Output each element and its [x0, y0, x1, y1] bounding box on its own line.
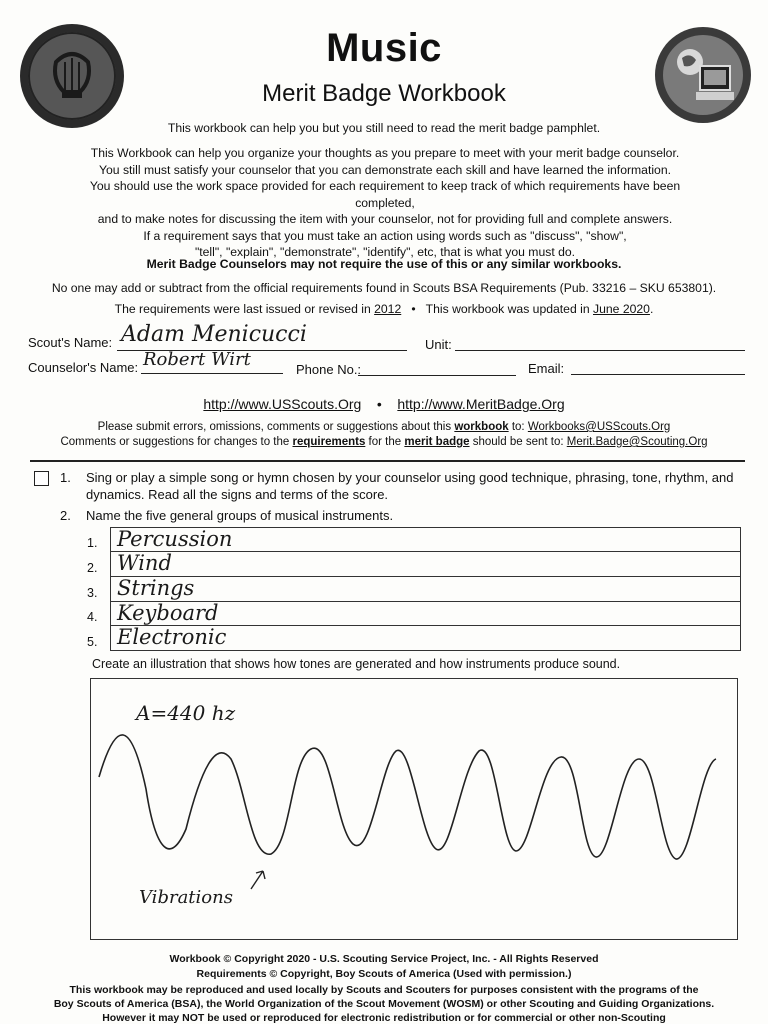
answer-5-value: Electronic: [117, 625, 227, 649]
phone-label: Phone No.:: [296, 362, 362, 377]
requirement-1-number: 1.: [60, 470, 71, 485]
counselor-name-value: Robert Wirt: [143, 349, 251, 370]
revision-line: [0, 302, 768, 316]
merit-badge-email-link[interactable]: Merit.Badge@Scouting.Org: [566, 436, 708, 448]
answer-3-number: 3.: [87, 586, 98, 600]
footer-requirements-copyright: Requirements © Copyright, Boy Scouts of America (Used with permission.): [196, 968, 572, 980]
answer-1-number: 1.: [87, 536, 98, 550]
submit-line-2: [0, 436, 768, 448]
page-subtitle: Merit Badge Workbook: [262, 80, 506, 107]
official-requirements-note: No one may add or subtract from the official requirements found in Scouts BSA Requirements (Pub. 33216 – SKU 653801).: [51, 281, 717, 295]
comments-text: Comments or suggestions for changes to the: [60, 436, 290, 448]
illustration-prompt: Create an illustration that shows how tones are generated and how instruments produce sound.: [92, 657, 621, 671]
requirement-1-checkbox[interactable]: [34, 471, 49, 486]
for-the-text: for the: [368, 436, 402, 448]
frequency-label: A=440 hz: [136, 701, 236, 725]
updated-prefix: This workbook was updated in: [425, 302, 590, 316]
intro-line: If a requirement says that you must take an action using words such as "discuss", "show",: [143, 228, 627, 243]
answer-2-number: 2.: [87, 561, 98, 575]
answer-2-value: Wind: [117, 551, 172, 575]
intro-paragraph: [60, 145, 710, 261]
usscouts-link[interactable]: http://www.USScouts.Org: [203, 396, 362, 412]
revision-year: 2012: [374, 302, 402, 316]
submit-text: Please submit errors, omissions, comments or suggestions about this: [97, 421, 452, 433]
illustration-box[interactable]: [90, 678, 738, 940]
counselor-name-field[interactable]: [141, 349, 283, 374]
workbook-word: workbook: [454, 421, 509, 433]
links-row: [0, 396, 768, 412]
answer-4-number: 4.: [87, 610, 98, 624]
section-divider: [30, 460, 745, 462]
email-field[interactable]: [571, 358, 745, 375]
workbooks-email-link[interactable]: Workbooks@USScouts.Org: [527, 421, 671, 433]
intro-line: You should use the work space provided for each requirement to keep track of which requirements have been completed,: [89, 179, 681, 210]
intro-line: and to make notes for discussing the item with your counselor, not for providing full and complete answers.: [97, 212, 673, 226]
page-title: Music: [326, 26, 442, 70]
requirement-2-number: 2.: [60, 508, 71, 523]
revision-prefix: The requirements were last issued or revised in: [114, 302, 371, 316]
requirements-word: requirements: [292, 436, 366, 448]
answer-3-field[interactable]: [110, 576, 741, 601]
to-text: to:: [511, 421, 525, 433]
requirement-1-text-line1: Sing or play a simple song or hymn chosen by your counselor using good technique, phrasing, tone, rhythm, and: [86, 470, 734, 485]
updated-date: June 2020: [593, 302, 650, 316]
requirement-1-text-line2: dynamics. Read all the signs and terms of the score.: [86, 487, 389, 502]
answer-4-field[interactable]: [110, 601, 741, 626]
answer-5-field[interactable]: [110, 625, 741, 651]
period: .: [649, 302, 654, 316]
counselor-note: Merit Badge Counselors may not require the use of this or any similar workbooks.: [146, 257, 622, 271]
bullet: •: [411, 302, 416, 316]
meritbadge-link[interactable]: http://www.MeritBadge.Org: [397, 396, 565, 412]
answer-4-value: Keyboard: [117, 601, 219, 625]
merit-badge-word: merit badge: [404, 436, 470, 448]
requirement-2-text: Name the five general groups of musical instruments.: [86, 508, 394, 523]
footer-license-line3: However it may NOT be used or reproduced for electronic redistribution or for commercial or other non-Scouting: [102, 1012, 666, 1024]
email-label: Email:: [528, 361, 565, 376]
footer-license-line1: This workbook may be reproduced and used locally by Scouts and Scouters for purposes consistent with the programs of the: [69, 984, 699, 996]
intro-line: This Workbook can help you organize your thoughts as you prepare to meet with your merit badge counselor.: [90, 146, 680, 160]
answer-5-number: 5.: [87, 635, 98, 649]
scout-name-label: Scout's Name:: [28, 335, 113, 350]
scout-name-value: Adam Menicucci: [121, 322, 307, 347]
footer-license-line2: Boy Scouts of America (BSA), the World Organization of the Scout Movement (WOSM) or other Scouting and Guiding Organizations.: [53, 998, 715, 1010]
answer-2-field[interactable]: [110, 551, 741, 576]
pamphlet-note: This workbook can help you but you still need to read the merit badge pamphlet.: [167, 121, 601, 135]
intro-line: "tell", "explain", "demonstrate", "identify", etc, that is what you must do.: [194, 245, 576, 259]
unit-label: Unit:: [425, 337, 452, 352]
intro-line: You still must satisfy your counselor that you can demonstrate each skill and have learned the information.: [99, 162, 671, 177]
answer-3-value: Strings: [117, 576, 195, 600]
answer-1-value: Percussion: [117, 527, 233, 551]
vibrations-label: Vibrations: [139, 887, 233, 908]
sent-to-text: should be sent to:: [472, 436, 564, 448]
footer-copyright: Workbook © Copyright 2020 - U.S. Scouting Service Project, Inc. - All Rights Reserved: [169, 953, 599, 965]
phone-field[interactable]: [358, 359, 516, 376]
answer-1-field[interactable]: [110, 527, 741, 552]
unit-field[interactable]: [455, 334, 745, 351]
submit-line-1: [0, 421, 768, 433]
bullet: •: [376, 396, 382, 412]
counselor-name-label: Counselor's Name:: [28, 360, 139, 375]
